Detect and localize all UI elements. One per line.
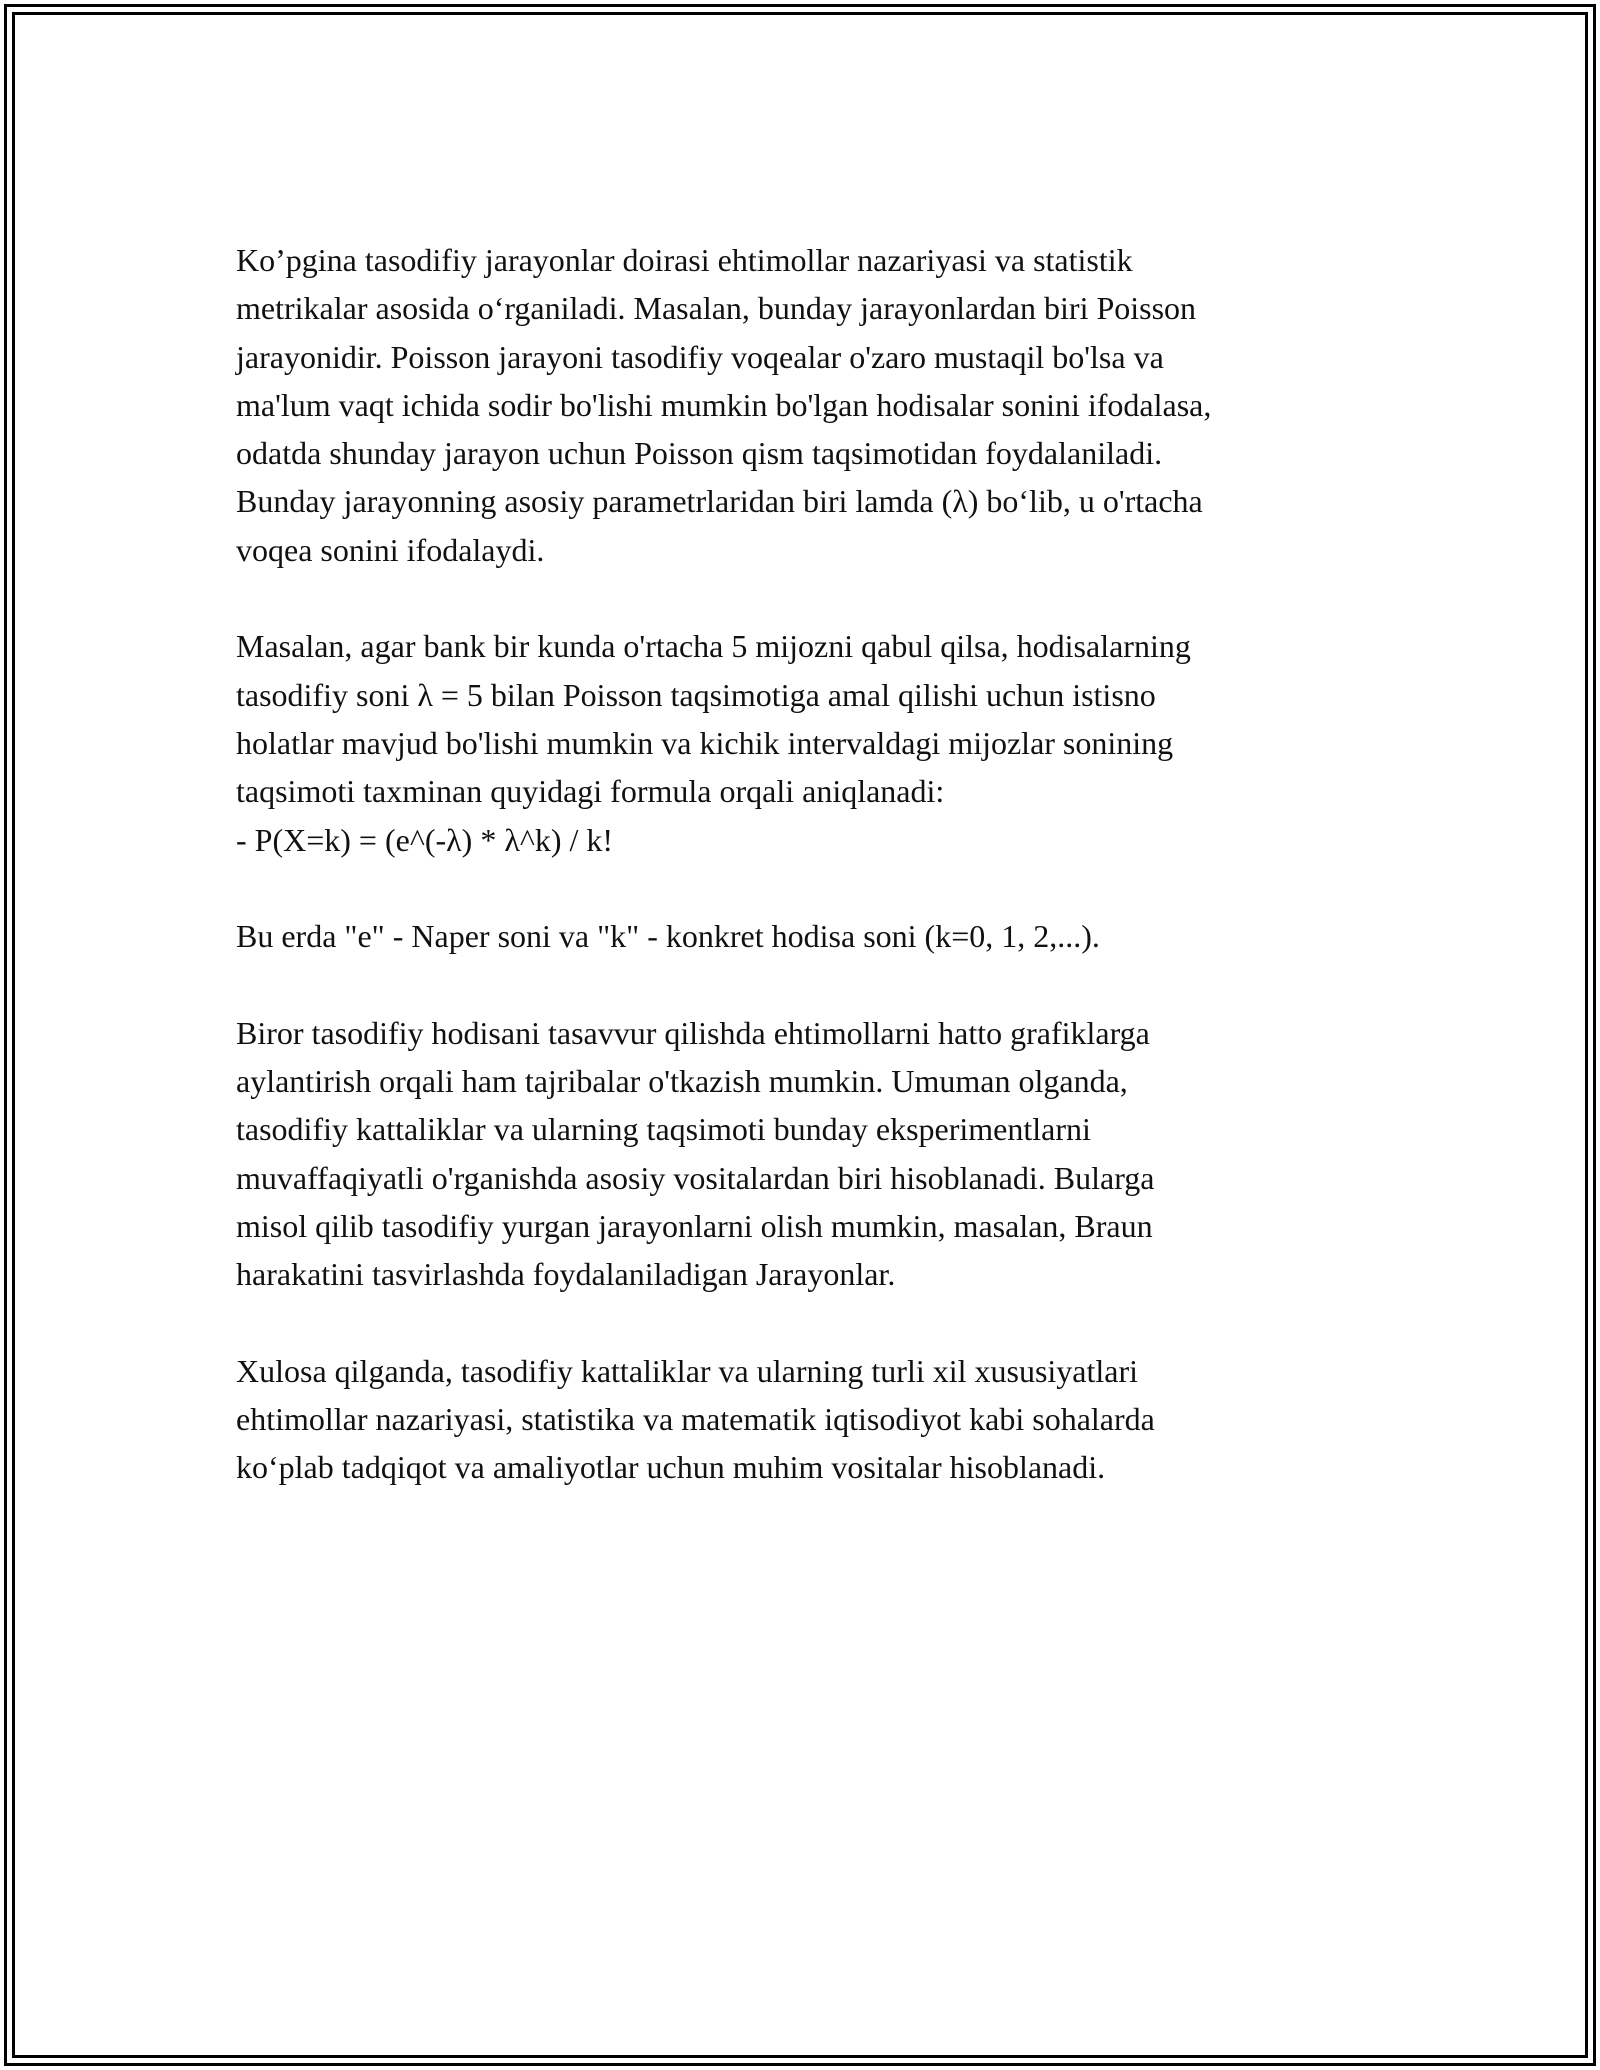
text-line: muvaffaqiyatli o'rganishda asosiy vositalardan biri hisoblanadi. Bularga [236, 1159, 1155, 1196]
text-line: Ko’pgina tasodifiy jarayonlar doirasi ehtimollar nazariyasi va statistik [236, 242, 1133, 278]
text-line: tasodifiy kattaliklar va ularning taqsimoti bunday eksperimentlarni [236, 1111, 1091, 1148]
paragraph-conclusion [236, 1347, 1386, 1492]
paragraph-bank-example [236, 622, 1386, 863]
paragraph-poisson-intro [236, 236, 1386, 574]
formula-line: - P(X=k) = (e^(-λ) * λ^k) / k! [236, 821, 614, 858]
text-line: aylantirish orqali ham tajribalar o'tkazish mumkin. Umuman olganda, [236, 1063, 1128, 1100]
text-line: Bu erda "e" - Naper soni va "k" - konkret hodisa soni (k=0, 1, 2,...). [236, 918, 1100, 955]
document-body [236, 236, 1386, 1492]
paragraph-formula-legend [236, 912, 1386, 960]
text-line: taqsimoti taxminan quyidagi formula orqali aniqlanadi: [236, 773, 945, 810]
text-line: voqea sonini ifodalaydi. [236, 531, 545, 568]
text-line: harakatini tasvirlashda foydalaniladigan Jarayonlar. [236, 1256, 896, 1293]
text-line: Xulosa qilganda, tasodifiy kattaliklar va ularning turli xil xususiyatlari [236, 1352, 1139, 1389]
text-line: Biror tasodifiy hodisani tasavvur qilishda ehtimollarni hatto grafiklarga [236, 1014, 1150, 1051]
text-line: misol qilib tasodifiy yurgan jarayonlarni olish mumkin, masalan, Braun [236, 1207, 1153, 1244]
text-line: metrikalar asosida o‘rganiladi. Masalan, bunday jarayonlardan biri Poisson [236, 290, 1197, 327]
text-line: odatda shunday jarayon uchun Poisson qism taqsimotidan foydalaniladi. [236, 435, 1163, 472]
text-line: ehtimollar nazariyasi, statistika va matematik iqtisodiyot kabi sohalarda [236, 1401, 1155, 1438]
text-line: ma'lum vaqt ichida sodir bo'lishi mumkin bo'lgan hodisalar sonini ifodalasa, [236, 386, 1212, 423]
text-line: jarayonidir. Poisson jarayoni tasodifiy voqealar o'zaro mustaqil bo'lsa va [236, 338, 1164, 375]
text-line: holatlar mavjud bo'lishi mumkin va kichik intervaldagi mijozlar sonining [236, 724, 1174, 761]
text-line: ko‘plab tadqiqot va amaliyotlar uchun muhim vositalar hisoblanadi. [236, 1449, 1106, 1486]
text-line: Bunday jarayonning asosiy parametrlaridan biri lamda (λ) bo‘lib, u o'rtacha [236, 483, 1203, 520]
paragraph-experiments [236, 1009, 1386, 1299]
text-line: Masalan, agar bank bir kunda o'rtacha 5 mijozni qabul qilsa, hodisalarning [236, 628, 1191, 665]
text-line: tasodifiy soni λ = 5 bilan Poisson taqsimotiga amal qilishi uchun istisno [236, 676, 1156, 713]
